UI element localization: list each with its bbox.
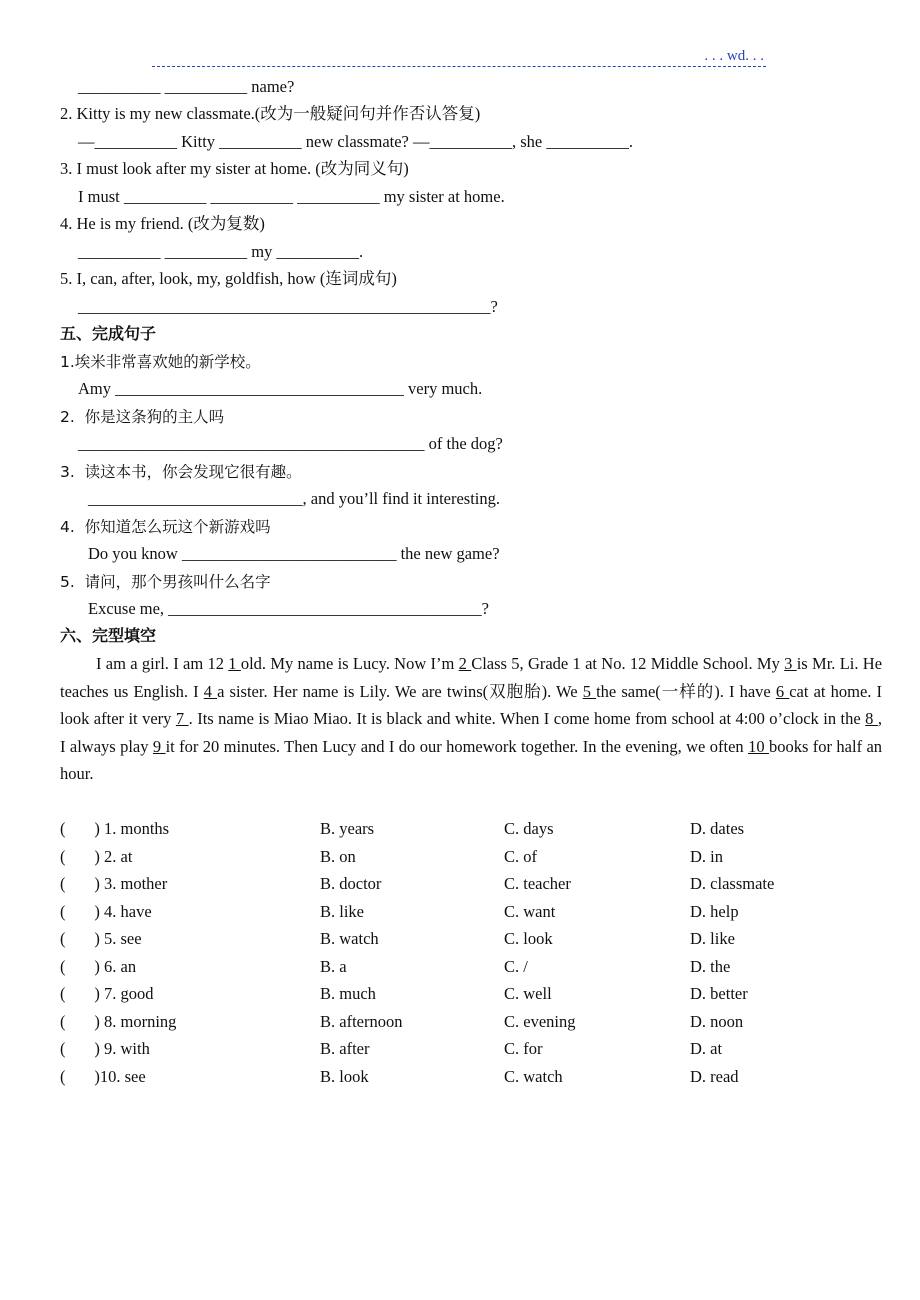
passage-text: . Its name is Miao Miao. It is black and white. When I come home from school at 4:00 o’clock in the bbox=[188, 709, 866, 729]
blank-2: 2 bbox=[458, 654, 472, 673]
option-d: D. read bbox=[690, 1067, 739, 1086]
option-b: B. look bbox=[320, 1067, 369, 1086]
blank-10: 10 bbox=[748, 736, 769, 756]
section5-title: 五、完成句子 bbox=[60, 324, 157, 343]
s5-item2-en: __________________________________________ of the dog? bbox=[78, 434, 503, 453]
option-c: C. well bbox=[504, 984, 552, 1003]
option-c: C. want bbox=[504, 902, 556, 921]
option-question: ( ) 9. with bbox=[60, 1039, 150, 1058]
option-d: D. in bbox=[690, 847, 723, 866]
s5-item2-zh: 2. 你是这条狗的主人吗 bbox=[60, 408, 225, 426]
option-b: B. years bbox=[320, 819, 375, 838]
cloze-passage bbox=[60, 650, 882, 788]
option-d: D. noon bbox=[690, 1012, 744, 1031]
blank-4: 4 bbox=[203, 681, 218, 701]
option-b: B. on bbox=[320, 847, 356, 866]
option-d: D. the bbox=[690, 957, 731, 976]
header-mark: . . . wd. . . bbox=[704, 48, 764, 64]
option-d: D. like bbox=[690, 929, 735, 948]
header-rule bbox=[152, 50, 766, 67]
passage-text: the same(一样的). I have bbox=[596, 681, 776, 701]
s5-item4-zh: 4. 你知道怎么玩这个新游戏吗 bbox=[60, 518, 271, 536]
passage-text: , I always play bbox=[60, 709, 883, 756]
section6-title: 六、完型填空 bbox=[60, 626, 157, 645]
blank-1: 1 bbox=[228, 654, 241, 673]
s5-item5-en: Excuse me, ______________________________________? bbox=[88, 599, 490, 618]
passage-text: a sister. Her name is Lily. We are twins(双胞胎). We bbox=[217, 681, 583, 701]
option-question: ( ) 5. see bbox=[60, 929, 142, 948]
q2-text: 2. Kitty is my new classmate.(改为一般疑问句并作否认答复) bbox=[60, 104, 481, 123]
option-question: ( ) 1. months bbox=[60, 819, 170, 838]
q4-text: 4. He is my friend. (改为复数) bbox=[60, 214, 265, 233]
option-c: C. look bbox=[504, 929, 553, 948]
option-b: B. watch bbox=[320, 929, 379, 948]
option-b: B. afternoon bbox=[320, 1012, 403, 1031]
blank-3: 3 bbox=[784, 654, 797, 673]
passage-text: Class 5, Grade 1 at No. 12 Middle School. My bbox=[471, 654, 785, 673]
option-d: D. at bbox=[690, 1039, 723, 1058]
s5-item5-zh: 5. 请问，那个男孩叫什么名字 bbox=[60, 573, 271, 591]
option-c: C. of bbox=[504, 847, 537, 866]
option-b: B. a bbox=[320, 957, 347, 976]
q5-answer-line: __________________________________________________? bbox=[78, 297, 498, 316]
passage-text: is Mr. Li. He teaches us English. I bbox=[60, 654, 883, 701]
option-d: D. dates bbox=[690, 819, 745, 838]
option-question: ( ) 2. at bbox=[60, 847, 133, 866]
option-question: ( ) 6. an bbox=[60, 957, 137, 976]
option-b: B. much bbox=[320, 984, 376, 1003]
option-b: B. like bbox=[320, 902, 364, 921]
passage-text: old. My name is Lucy. Now I’m bbox=[240, 654, 459, 673]
passage-text: cat at home. I look after it very bbox=[60, 681, 883, 729]
option-question: ( ) 7. good bbox=[60, 984, 154, 1003]
blank-8: 8 bbox=[865, 709, 878, 729]
option-c: C. for bbox=[504, 1039, 543, 1058]
blank-5: 5 bbox=[582, 681, 597, 701]
passage-text: it for 20 minutes. Then Lucy and I do our homework together. In the evening, we often bbox=[165, 736, 749, 756]
s5-item3-zh: 3. 读这本书，你会发现它很有趣。 bbox=[60, 463, 302, 481]
option-c: C. days bbox=[504, 819, 554, 838]
q3-answer-line: I must __________ __________ __________ my sister at home. bbox=[78, 187, 505, 206]
option-b: B. after bbox=[320, 1039, 370, 1058]
blank-7: 7 bbox=[175, 709, 189, 729]
s5-item4-en: Do you know __________________________ the new game? bbox=[88, 544, 500, 563]
s5-item3-en: __________________________, and you’ll find it interesting. bbox=[88, 489, 501, 508]
q4-answer-line: __________ __________ my __________. bbox=[78, 242, 364, 261]
option-question: ( ) 3. mother bbox=[60, 874, 168, 893]
passage-text: I am a girl. I am 12 bbox=[96, 654, 229, 673]
option-question: ( ) 8. morning bbox=[60, 1012, 177, 1031]
option-d: D. help bbox=[690, 902, 739, 921]
q5-text: 5. I, can, after, look, my, goldfish, how (连词成句) bbox=[60, 269, 397, 288]
q1-continuation: __________ __________ name? bbox=[78, 77, 295, 96]
option-c: C. / bbox=[504, 957, 528, 976]
q2-answer-line: —__________ Kitty __________ new classmate? —__________, she __________. bbox=[78, 132, 633, 151]
option-d: D. better bbox=[690, 984, 748, 1003]
blank-9: 9 bbox=[152, 736, 166, 756]
option-c: C. teacher bbox=[504, 874, 571, 893]
s5-item1-en: Amy ___________________________________ very much. bbox=[78, 379, 483, 398]
option-question: ( )10. see bbox=[60, 1067, 146, 1086]
option-c: C. evening bbox=[504, 1012, 576, 1031]
q3-text: 3. I must look after my sister at home. (改为同义句) bbox=[60, 159, 409, 178]
option-d: D. classmate bbox=[690, 874, 775, 893]
option-c: C. watch bbox=[504, 1067, 563, 1086]
option-b: B. doctor bbox=[320, 874, 382, 893]
s5-item1-zh: 1.埃米非常喜欢她的新学校。 bbox=[60, 353, 261, 371]
passage-text: books for half an hour. bbox=[60, 736, 883, 784]
option-question: ( ) 4. have bbox=[60, 902, 152, 921]
blank-6: 6 bbox=[775, 681, 790, 701]
